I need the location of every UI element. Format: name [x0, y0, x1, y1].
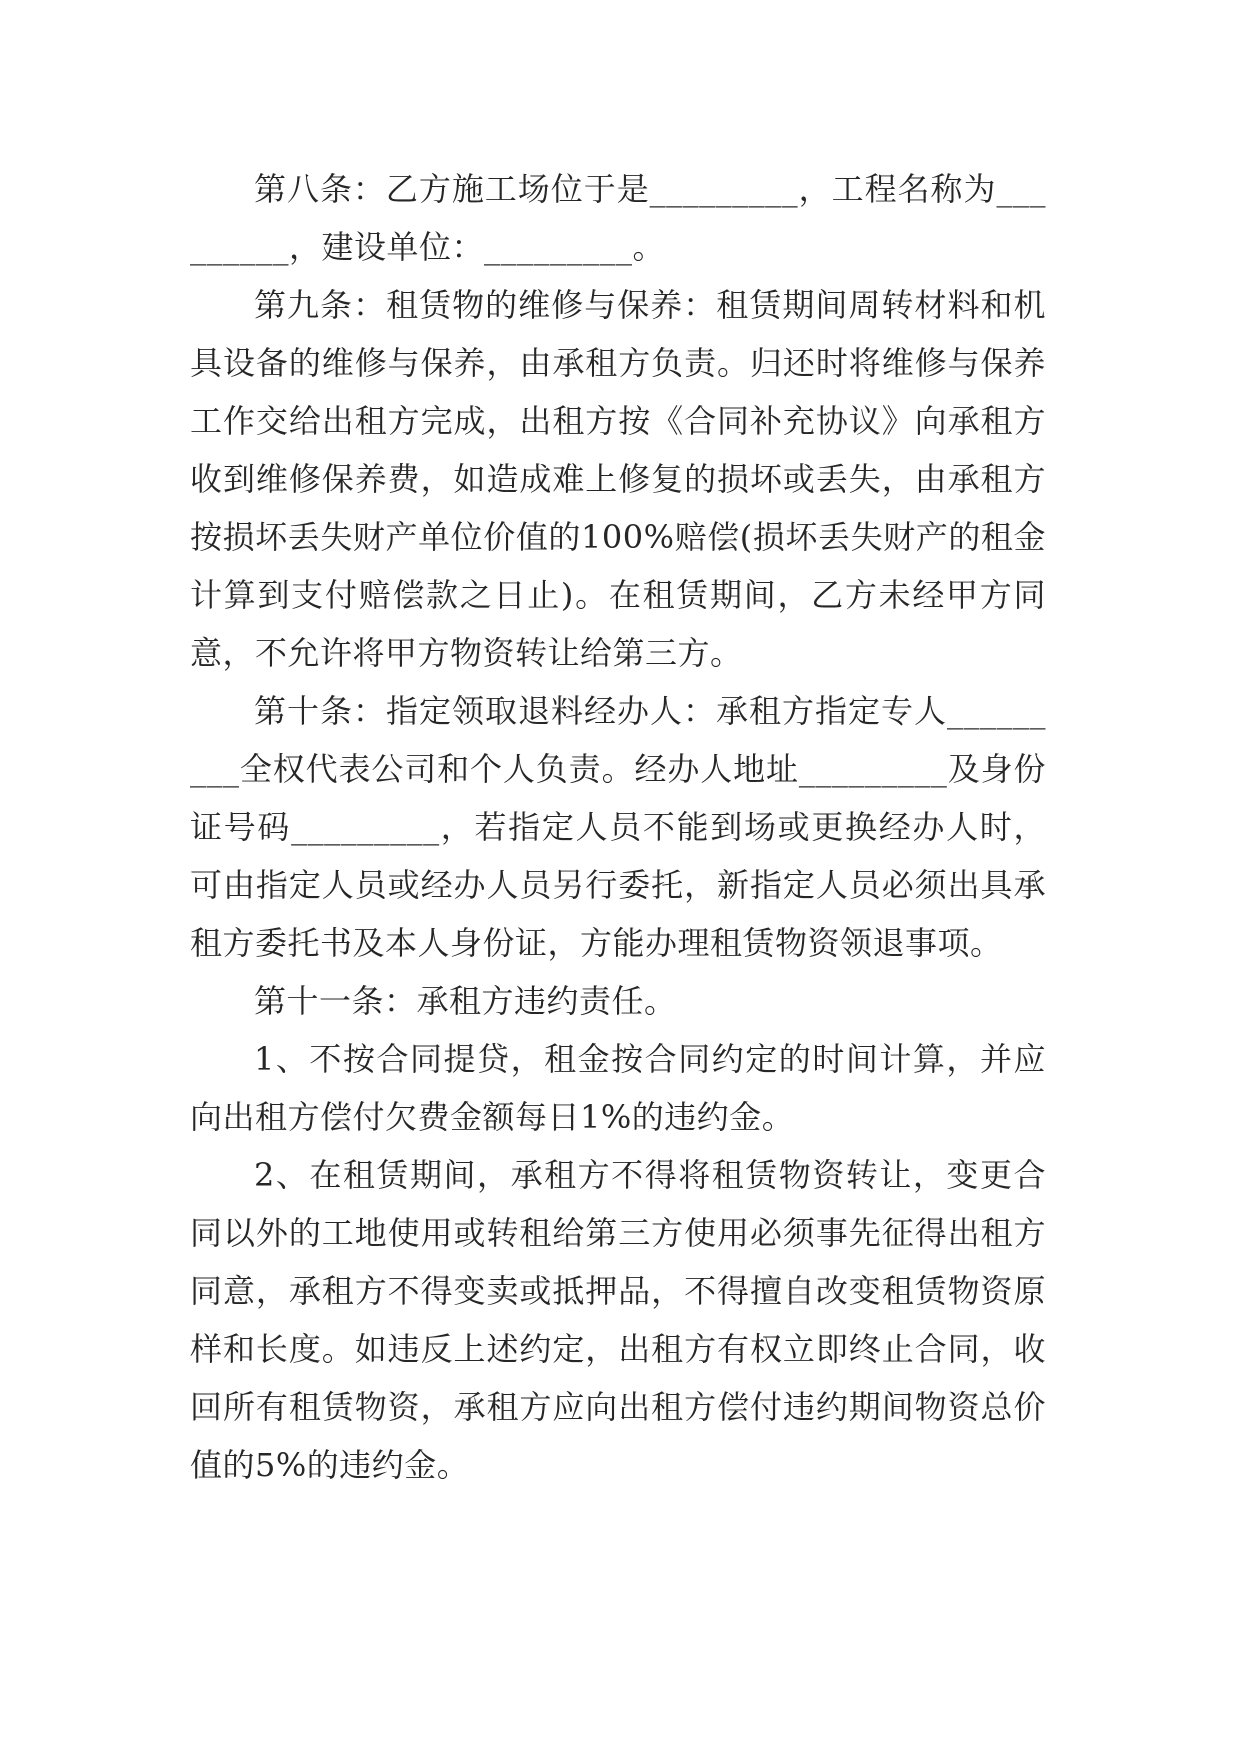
article-11-clause-2: 2、在租赁期间，承租方不得将租赁物资转让，变更合同以外的工地使用或转租给第三方使用必须事先征得出租方同意，承租方不得变卖或抵押品，不得擅自改变租赁物资原样和长度。如违反上述约定，出租方有权立即终止合同，收回所有租赁物资，承租方应向出租方偿付违约期间物资总价值的5%的违约金。: [190, 1156, 1046, 1484]
document-body: [190, 160, 1046, 1494]
article-11-clause-1: 1、不按合同提贷，租金按合同约定的时间计算，并应向出租方偿付欠费金额每日1%的违约金。: [190, 1040, 1046, 1136]
article-11-heading: 第十一条：承租方违约责任。: [254, 982, 677, 1020]
article-10-paragraph: 第十条：指定领取退料经办人：承租方指定专人_________全权代表公司和个人负责。经办人地址_________及身份证号码_________，若指定人员不能到场或更换经办人时，可由指定人员或经办人员另行委托，新指定人员必须出具承租方委托书及本人身份证，方能办理租赁物资领退事项。: [190, 692, 1046, 962]
article-8-paragraph: 第八条：乙方施工场位于是_________，工程名称为_________，建设单位：_________。: [190, 170, 1046, 266]
article-9-paragraph: 第九条：租赁物的维修与保养：租赁期间周转材料和机具设备的维修与保养，由承租方负责。归还时将维修与保养工作交给出租方完成，出租方按《合同补充协议》向承租方收到维修保养费，如造成难上修复的损坏或丢失，由承租方按损坏丢失财产单位价值的100%赔偿(损坏丢失财产的租金计算到支付赔偿款之日止)。在租赁期间，乙方未经甲方同意，不允许将甲方物资转让给第三方。: [190, 286, 1046, 672]
